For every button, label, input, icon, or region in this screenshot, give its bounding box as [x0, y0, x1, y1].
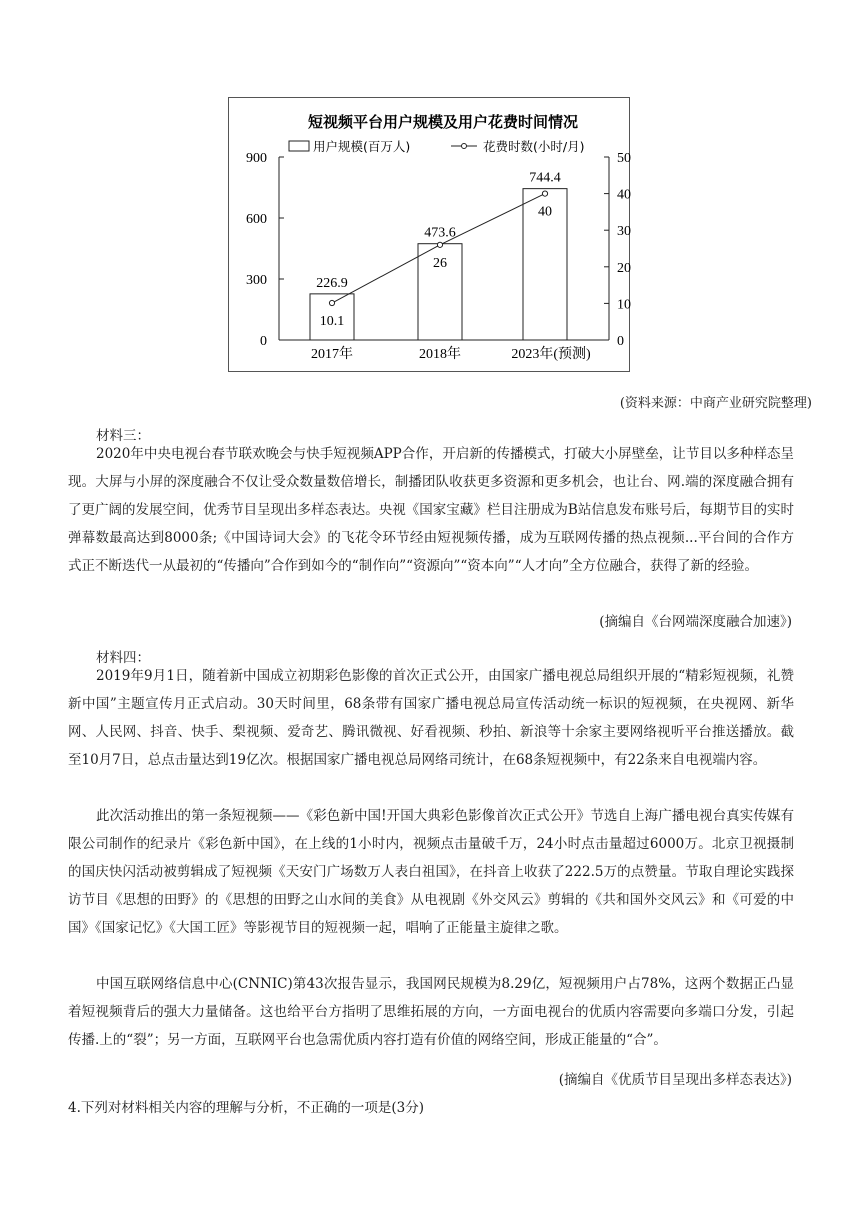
material-three-citation: (摘编自《台网端深度融合加速》) — [599, 614, 792, 630]
left-axis-tick-label: 0 — [260, 334, 267, 349]
chart-figure — [228, 97, 630, 372]
line-point — [437, 242, 442, 247]
line-value-label: 26 — [433, 255, 447, 271]
material-three-paragraph: 2020年中央电视台春节联欢晚会与快手短视频APP合作，开启新的传播模式，打破大小屏壁垒，让节目以多种样态呈现。大屏与小屏的深度融合不仅让受众数量数倍增长，制播团队收获更多资源和更多机会，也让台、网.端的深度融合拥有了更广阔的发展空间，优秀节目呈现出多样态表达。央视《国家宝藏》栏目注册成为B站信息发布账号后，每期节目的实时弹幕数最高达到8000条;《中国诗词大会》的飞花令环节经由短视频传播，成为互联网传播的热点视频...平台间的合作方式正不断迭代一从最初的“传播向”合作到如今的“制作向”“资源向”“资本向”“人才向”全方位融合，获得了新的经验。 — [68, 446, 794, 574]
x-axis-tick-label: 2023年(预测) — [511, 347, 591, 362]
bar-value-label: 473.6 — [424, 225, 456, 241]
material-four-paragraph-2: 此次活动推出的第一条短视频——《彩色新中国!开国大典彩色影像首次正式公开》节选自上海广播电视台真实传媒有限公司制作的纪录片《彩色新中国》，在上线的1小时内，视频点击量破千万，24小时点击量超过6000万。北京卫视摄制的国庆快闪活动被剪辑成了短视频《天安门广场数万人表白祖国》，在抖音上收获了222.5万的点赞量。节取自理论实践探访节目《思想的田野》的《思想的田野之山水间的美食》从电视剧《外交风云》剪辑的《共和国外交风云》和《可爱的中国》《国家记忆》《大国工匠》等影视节目的短视频一起，唱响了正能量主旋律之歌。 — [68, 808, 794, 936]
line-value-label: 10.1 — [319, 314, 345, 330]
bar-value-label: 744.4 — [529, 170, 561, 186]
legend-line-marker — [462, 144, 467, 149]
line-point — [542, 191, 547, 196]
bar-value-label: 226.9 — [316, 275, 348, 291]
material-four-label: 材料四： — [96, 650, 150, 666]
right-axis-tick-label: 30 — [617, 224, 631, 240]
legend-line-label: 花费时数(小时/月) — [483, 139, 585, 154]
chart-title: 短视频平台用户规模及用户花费时间情况 — [307, 113, 579, 131]
legend-bar-swatch — [289, 141, 309, 151]
left-axis-tick-label: 600 — [246, 212, 267, 227]
line-value-label: 40 — [538, 204, 552, 220]
left-axis-tick-label: 900 — [246, 151, 267, 166]
combo-chart — [229, 98, 629, 371]
line-point — [329, 300, 334, 305]
material-three-label: 材料三： — [96, 428, 150, 444]
material-four-paragraph-3: 中国互联网络信息中心(CNNIC)第43次报告显示，我国网民规模为8.29亿，短视频用户占78%，这两个数据正凸显着短视频背后的强大力量储备。这也给平台方指明了思维拓展的方向，一方面电视台的优质内容需要向多端口分发，引起传播.上的“裂”；另一方面，互联网平台也急需优质内容打造有价值的网络空间，形成正能量的“合”。 — [68, 976, 794, 1048]
material-four-paragraph-1: 2019年9月1日，随着新中国成立初期彩色影像的首次正式公开，由国家广播电视总局组织开展的“精彩短视频，礼赞新中国”主题宣传月正式启动。30天时间里，68条带有国家广播电视总局宣传活动统一标识的短视频，在央视网、新华网、人民网、抖音、快手、梨视频、爱奇艺、腾讯微视、好看视频、秒拍、新浪等十余家主要网络视听平台推送播放。截至10月7日，总点击量达到19亿次。根据国家广播电视总局网络司统计，在68条短视频中，有22条来自电视端内容。 — [68, 668, 794, 768]
legend-bar-label: 用户规模(百万人) — [313, 139, 411, 154]
right-axis-tick-label: 10 — [617, 297, 631, 313]
question-4: 4.下列对材料相关内容的理解与分析，不正确的一项是(3分) — [68, 1100, 425, 1116]
right-axis-tick-label: 20 — [617, 260, 631, 276]
chart-legend — [289, 139, 584, 154]
x-axis-tick-label: 2017年 — [311, 347, 353, 362]
material-four-citation: (摘编自《优质节目呈现出多样态表达》) — [558, 1072, 792, 1088]
right-axis-tick-label: 50 — [617, 151, 631, 166]
source-note: (资料来源：中商产业研究院整理) — [619, 396, 812, 411]
right-axis-tick-label: 0 — [617, 334, 624, 349]
left-axis-tick-label: 300 — [246, 273, 267, 288]
right-axis-tick-label: 40 — [617, 187, 631, 203]
x-axis-tick-label: 2018年 — [419, 347, 461, 362]
